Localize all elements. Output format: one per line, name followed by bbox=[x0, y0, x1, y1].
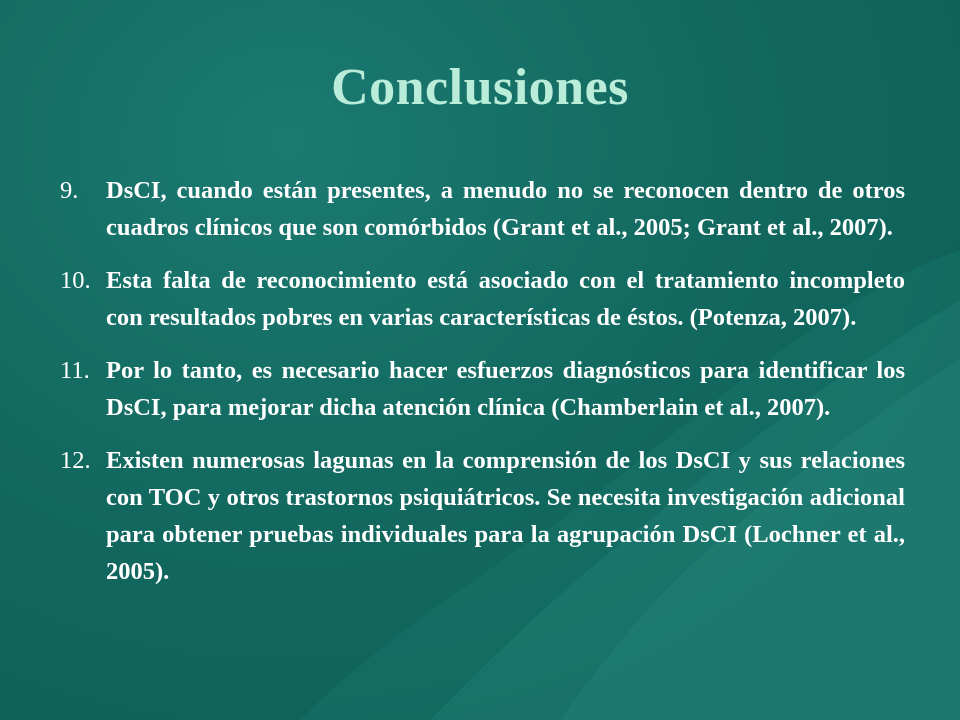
list-item bbox=[60, 172, 905, 246]
list-item-text: DsCI, cuando están presentes, a menudo no se reconocen dentro de otros cuadros clínicos que son comórbidos (Grant et al., 2005; Grant et al., 2007). bbox=[106, 177, 905, 241]
list-item-text: Por lo tanto, es necesario hacer esfuerzos diagnósticos para identificar los DsCI, para mejorar dicha atención clínica (Chamberlain et al., 2007). bbox=[106, 357, 905, 421]
list-item bbox=[60, 442, 905, 590]
list-item-text: Existen numerosas lagunas en la comprensión de los DsCI y sus relaciones con TOC y otros trastornos psiquiátricos. Se necesita investigación adicional para obtener pruebas individuales para la agrupación DsCI (Lochner et al., 2005). bbox=[106, 447, 905, 585]
list-item-number: 12. bbox=[60, 447, 91, 474]
list-item bbox=[60, 262, 905, 336]
list-item-text: Esta falta de reconocimiento está asociado con el tratamiento incompleto con resultados pobres en varias características de éstos. (Potenza, 2007). bbox=[106, 267, 905, 331]
slide-title: Conclusiones bbox=[331, 59, 629, 116]
list-item-number: 10. bbox=[60, 267, 91, 294]
list-item bbox=[60, 352, 905, 426]
list-item-number: 11. bbox=[60, 357, 90, 384]
list-item-number: 9. bbox=[60, 177, 79, 204]
conclusions-list bbox=[60, 172, 905, 606]
